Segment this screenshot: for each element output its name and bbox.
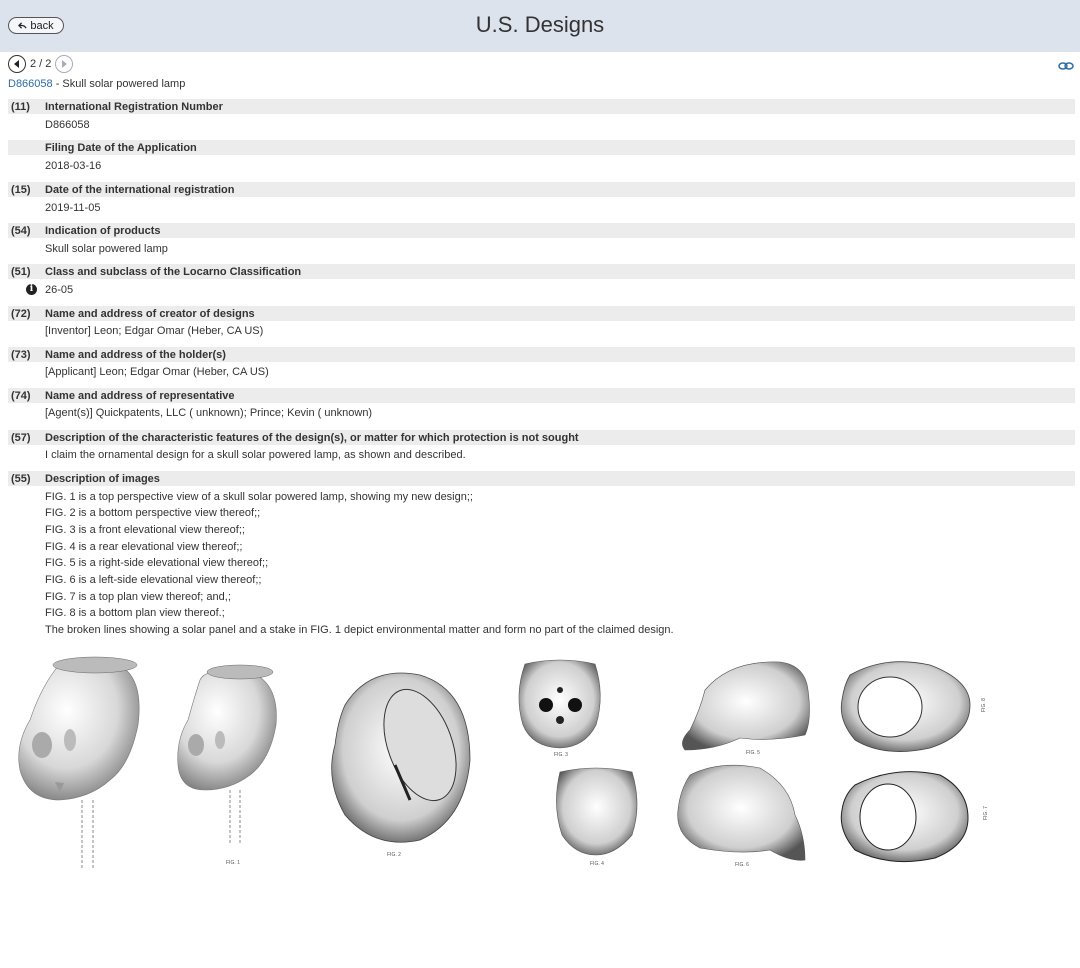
fig3-drawing bbox=[519, 660, 600, 748]
field-value: 2019-11-05 bbox=[45, 202, 101, 214]
fig8-drawing bbox=[841, 662, 970, 752]
fig7-drawing bbox=[841, 772, 968, 862]
field-num: (51) bbox=[11, 265, 31, 278]
field-label: International Registration Number bbox=[45, 100, 223, 113]
field-label: Name and address of representative bbox=[45, 389, 235, 402]
field-row-header bbox=[8, 99, 1075, 114]
record-subtitle bbox=[8, 78, 185, 90]
info-icon[interactable]: i bbox=[26, 284, 37, 295]
field-num: (72) bbox=[11, 307, 31, 320]
field-value: 2018-03-16 bbox=[45, 160, 102, 172]
field-value: Skull solar powered lamp bbox=[45, 243, 168, 255]
field-label: Name and address of the holder(s) bbox=[45, 348, 226, 361]
fig3-caption: FIG. 3 bbox=[554, 752, 568, 758]
field-row-header bbox=[8, 347, 1075, 362]
field-label: Filing Date of the Application bbox=[45, 141, 197, 154]
image-description-line: FIG. 2 is a bottom perspective view thereof;; bbox=[45, 507, 261, 519]
header-bar bbox=[0, 0, 1080, 52]
record-name: - Skull solar powered lamp bbox=[52, 78, 186, 90]
page-title: U.S. Designs bbox=[475, 12, 605, 37]
field-label: Description of the characteristic features of the design(s), or matter for which protection is not sought bbox=[45, 431, 579, 444]
field-num: (15) bbox=[11, 183, 31, 196]
image-description-line: FIG. 3 is a front elevational view thereof;; bbox=[45, 524, 245, 536]
fig6-caption: FIG. 6 bbox=[735, 862, 749, 868]
next-button[interactable] bbox=[55, 55, 73, 73]
design-drawings[interactable] bbox=[0, 650, 1080, 880]
fig4-caption: FIG. 4 bbox=[590, 861, 604, 867]
field-row-header bbox=[8, 140, 1075, 155]
field-num: (11) bbox=[11, 100, 30, 113]
fig5-caption: FIG. 5 bbox=[746, 750, 760, 756]
fig2-caption: FIG. 2 bbox=[387, 852, 401, 858]
field-row-header bbox=[8, 388, 1075, 403]
fig6-drawing bbox=[678, 765, 805, 860]
image-description-line: FIG. 5 is a right-side elevational view thereof;; bbox=[45, 557, 269, 569]
link-icon[interactable] bbox=[1058, 61, 1074, 71]
image-description-line: FIG. 1 is a top perspective view of a skull solar powered lamp, showing my new design;; bbox=[45, 491, 473, 503]
image-description-line: FIG. 7 is a top plan view thereof; and,; bbox=[45, 591, 231, 603]
field-row-header bbox=[8, 471, 1075, 486]
prev-button[interactable] bbox=[8, 55, 26, 73]
fig7-caption: FIG. 7 bbox=[983, 806, 989, 820]
image-description-line: FIG. 4 is a rear elevational view thereof;; bbox=[45, 541, 243, 553]
image-description-line: FIG. 8 is a bottom plan view thereof.; bbox=[45, 607, 225, 619]
field-value: I claim the ornamental design for a skull solar powered lamp, as shown and described. bbox=[45, 449, 466, 461]
fig8-caption: FIG. 8 bbox=[981, 698, 987, 712]
field-row-header bbox=[8, 264, 1075, 279]
field-num: (74) bbox=[11, 389, 31, 402]
next-arrow-icon bbox=[60, 60, 68, 68]
record-id-link[interactable]: D866058 bbox=[8, 78, 53, 90]
fig1-large-drawing bbox=[19, 657, 139, 870]
image-description-line: The broken lines showing a solar panel and a stake in FIG. 1 depict environmental matter and form no part of the claimed design. bbox=[45, 624, 674, 636]
pager bbox=[8, 55, 73, 73]
field-num: (54) bbox=[11, 224, 31, 237]
field-label: Name and address of creator of designs bbox=[45, 307, 255, 320]
back-button-label: back bbox=[30, 19, 54, 32]
fig4-drawing bbox=[556, 768, 637, 855]
field-label: Description of images bbox=[45, 472, 160, 485]
field-row-header bbox=[8, 223, 1075, 238]
field-row-header bbox=[8, 182, 1075, 197]
fig1-small-drawing bbox=[178, 665, 277, 845]
field-value: [Applicant] Leon; Edgar Omar (Heber, CA US) bbox=[45, 366, 269, 378]
field-value: [Agent(s)] Quickpatents, LLC ( unknown); Prince; Kevin ( unknown) bbox=[45, 407, 373, 419]
field-label: Class and subclass of the Locarno Classification bbox=[45, 265, 302, 278]
field-value: [Inventor] Leon; Edgar Omar (Heber, CA US) bbox=[45, 325, 264, 337]
field-num: (57) bbox=[11, 431, 31, 444]
fig1-caption: FIG. 1 bbox=[226, 860, 240, 866]
field-row-header bbox=[8, 306, 1075, 321]
prev-arrow-icon bbox=[13, 60, 21, 68]
field-value: D866058 bbox=[45, 119, 90, 131]
field-label: Date of the international registration bbox=[45, 183, 235, 196]
fig2-drawing bbox=[332, 673, 470, 842]
image-description-line: FIG. 6 is a left-side elevational view thereof;; bbox=[45, 574, 262, 586]
fig5-drawing bbox=[682, 662, 809, 750]
field-row-header bbox=[8, 430, 1075, 445]
field-label: Indication of products bbox=[45, 224, 161, 237]
field-num: (55) bbox=[11, 472, 31, 485]
field-num: (73) bbox=[11, 348, 31, 361]
field-value: 26-05 bbox=[45, 284, 74, 296]
pager-position: 2 / 2 bbox=[30, 58, 52, 70]
